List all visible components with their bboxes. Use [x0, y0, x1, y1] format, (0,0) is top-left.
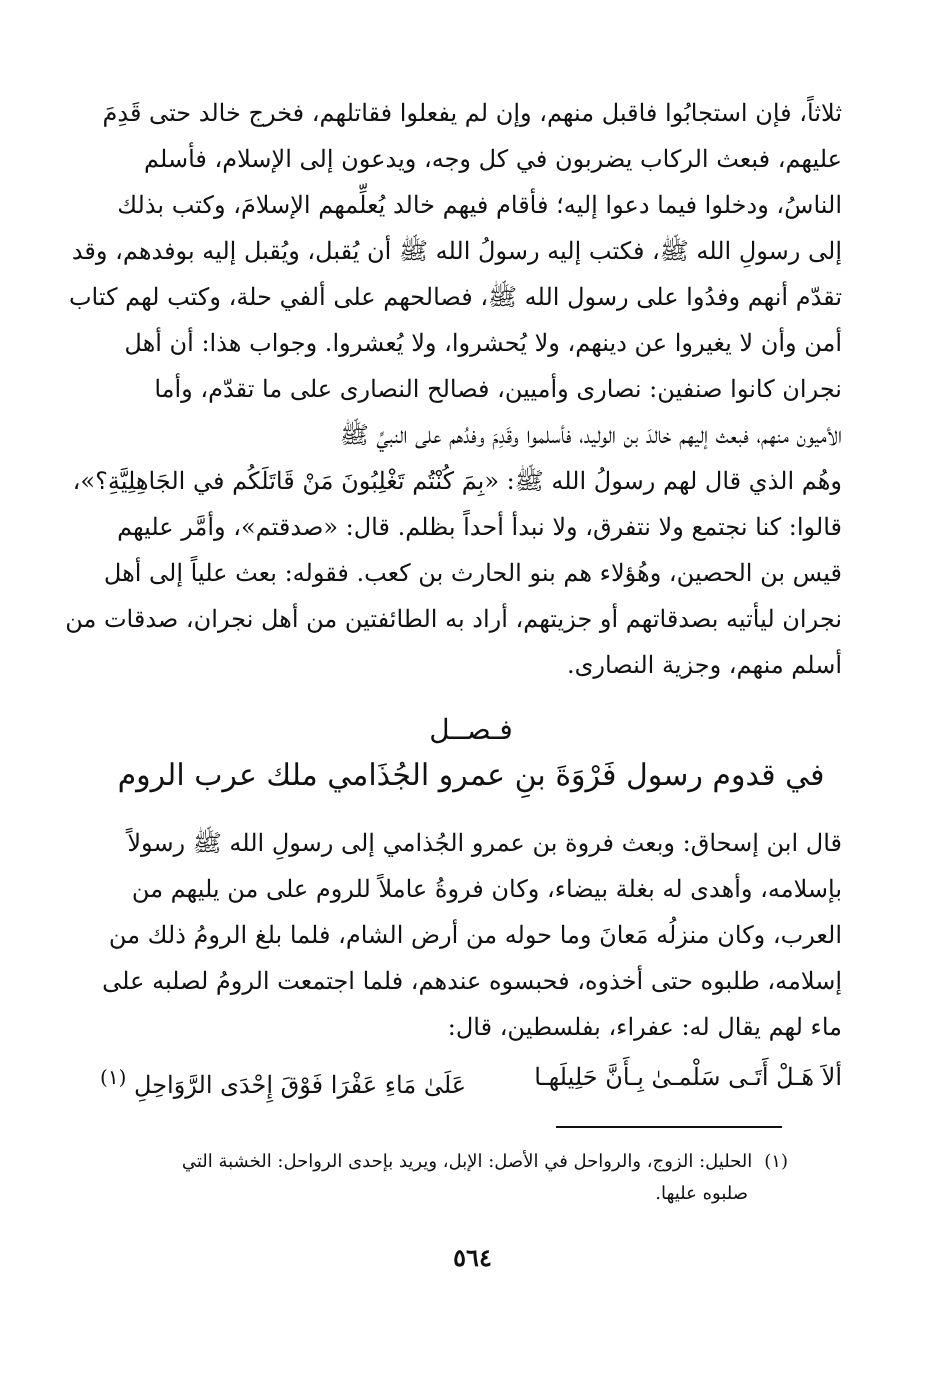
- text-line: تقدّم أنهم وفدُوا على رسول الله ﷺ، فصالحهم على ألفي حلة، وكتب لهم كتاب: [68, 283, 842, 311]
- text-line: نجران كانوا صنفين: نصارى وأميين، فصالح النصارى على ما تقدّم، وأما: [154, 375, 842, 403]
- section-label: فـصــل: [429, 713, 513, 746]
- footnote-separator: [556, 1126, 782, 1128]
- text-line: أمن وأن لا يغيروا عن دينهم، ولا يُحشروا، ولا يُعشروا. وجواب هذا: أن أهل: [124, 329, 842, 357]
- text-line: قال ابن إسحاق: وبعث فروة بن عمرو الجُذامي إلى رسولِ الله ﷺ رسولاً: [127, 829, 842, 857]
- text-line: أسلم منهم، وجزية النصارى.: [566, 651, 842, 679]
- page-body: [65, 90, 842, 1110]
- text-line: الأميون منهم، فبعث إليهم خالدَ بن الوليد، فأسلموا وقَدِمَ وفدُهم على النبيِّ ﷺ: [339, 421, 842, 449]
- hemistich-text: عَلَىٰ مَاءِ عَفْرَا فَوْقَ إِحْدَى الرَّوَاحِلِ: [134, 1071, 467, 1099]
- footnote-line: [100, 1146, 788, 1178]
- text-line: إلى رسولِ الله ﷺ، فكتب إليه رسولُ الله ﷺ أن يُقبل، ويُقبل إليه بوفدهم، وقد: [71, 237, 842, 265]
- text-line: وهُم الذي قال لهم رسولُ الله ﷺ: «بِمَ كُنْتُم تَغْلِبُونَ مَنْ قَاتَلَكُم في الجَاهِلِيَّةِ؟»،: [72, 467, 842, 495]
- footnote-marker: (١): [764, 1151, 788, 1172]
- paragraph-1: [65, 90, 842, 688]
- footnote-line: صلبوه عليها.: [655, 1183, 748, 1204]
- footnote: [100, 1146, 788, 1210]
- text-line: ماء لهم يقال له: عفراء، بفلسطين، قال:: [447, 1013, 842, 1041]
- paragraph-2: [100, 820, 842, 1050]
- poetry-verse: [100, 1052, 842, 1110]
- text-line: إسلامه، طلبوه حتى أخذوه، فحبسوه عندهم، فلما اجتمعت الرومُ لصلبه على: [102, 967, 842, 995]
- text-line: ثلاثاً، فإن استجابُوا فاقبل منهم، وإن لم يفعلوا فقاتلهم، فخرج خالد حتى قَدِمَ: [102, 99, 842, 127]
- text-line: عليهم، فبعث الركاب يضربون في كل وجه، ويدعون إلى الإسلام، فأسلم: [144, 145, 842, 173]
- text-line: بإسلامه، وأهدى له بغلة بيضاء، وكان فروةُ عاملاً للروم على من يليهم من: [131, 875, 842, 903]
- text-line: الناسُ، ودخلوا فيما دعوا إليه؛ فأقام فيهم خالد يُعلِّمهم الإسلامَ، وكتب بذلك: [117, 191, 842, 219]
- verse-second-hemistich: [100, 1052, 466, 1110]
- page-number: ٥٦٤: [453, 1243, 492, 1272]
- verse-first-hemistich: [534, 1052, 842, 1110]
- text-line: نجران ليأتيه بصدقاتهم أو جزيتهم، أراد به الطائفتين من أهل نجران، صدقات من: [65, 605, 842, 633]
- text-line: العرب، وكان منزلُه مَعانَ وما حوله من أرض الشام، فلما بلغ الرومُ ذلك من: [108, 921, 842, 949]
- section-title: في قدوم رسول فَرْوَةَ بنِ عمرو الجُذَامي ملك عرب الروم: [117, 758, 825, 793]
- text-line: قيس بن الحصين، وهُؤلاء هم بنو الحارث بن كعب. فقوله: بعث علياً إلى أهل: [103, 559, 842, 587]
- text-line: قالوا: كنا نجتمع ولا نتفرق، ولا نبدأ أحداً بظلم. قال: «صدقتم»، وأمَّر عليهم: [117, 513, 842, 541]
- footnote-reference: (١): [100, 1065, 127, 1089]
- hemistich-text: ألاَ هَـلْ أَتَـى سَلْمـىٰ بِـأَنَّ حَلِيلَهـا: [534, 1063, 842, 1091]
- section-heading: [100, 708, 842, 800]
- footnote-text: الحليل: الزوج، والرواحل في الأصل: الإبل، ويريد بإحدى الرواحل: الخشبة التي: [181, 1151, 753, 1172]
